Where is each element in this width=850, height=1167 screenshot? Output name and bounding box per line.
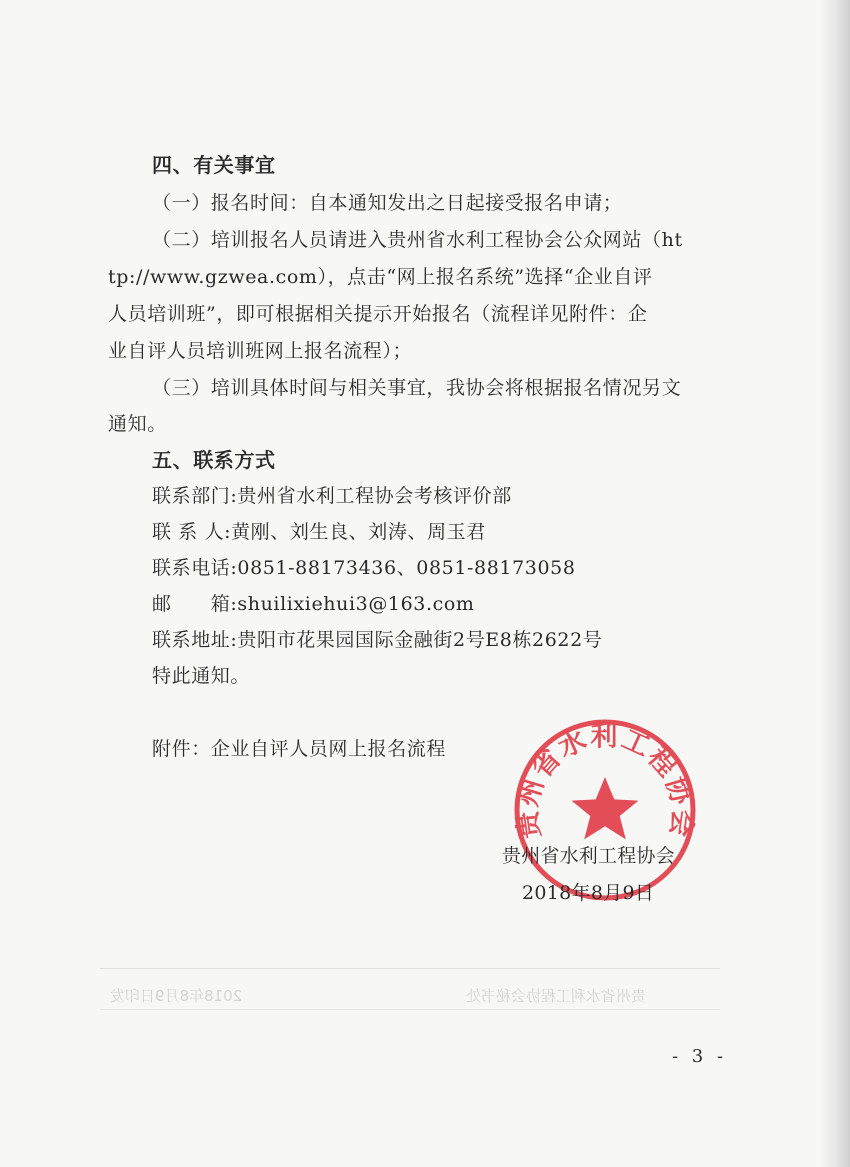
contact-email: 邮 箱:shuilixiehui3@163.com xyxy=(152,593,475,615)
section-4-item-1: （一）报名时间：自本通知发出之日起接受报名申请； xyxy=(152,192,623,214)
bleed-through-footer xyxy=(100,968,720,1010)
bleed-through-org: 贵州省水利工程协会秘书处 xyxy=(466,987,647,1005)
section-4-item-2-line-1: （二）培训报名人员请进入贵州省水利工程协会公众网站（ht xyxy=(152,229,683,251)
contact-phone: 联系电话:0851-88173436、0851-88173058 xyxy=(152,557,576,579)
section-4-item-3-line-1: （三）培训具体时间与相关事宜，我协会将根据报名情况另文 xyxy=(152,377,682,399)
section-4-item-2-line-3: 人员培训班”，即可根据相关提示开始报名（流程详见附件：企 xyxy=(108,303,648,325)
section-4-heading: 四、有关事宜 xyxy=(152,153,276,177)
notice-closing: 特此通知。 xyxy=(152,665,251,687)
signature-date: 2018年8月9日 xyxy=(522,882,655,904)
seal-text: 贵州省水利工程协会 xyxy=(512,721,698,841)
contact-address: 联系地址:贵阳市花果园国际金融街2号E8栋2622号 xyxy=(152,629,603,651)
attachment-note: 附件：企业自评人员网上报名流程 xyxy=(152,738,447,760)
page-edge-shadow xyxy=(820,0,850,1167)
section-4-item-3-line-2: 通知。 xyxy=(108,413,167,435)
section-5-heading: 五、联系方式 xyxy=(152,448,276,472)
bleed-through-date: 2018年8月9日印发 xyxy=(110,987,243,1005)
page-number: - 3 - xyxy=(672,1046,728,1067)
official-seal-icon xyxy=(512,717,698,903)
signature-organization: 贵州省水利工程协会 xyxy=(502,845,675,867)
contact-department: 联系部门:贵州省水利工程协会考核评价部 xyxy=(152,485,512,507)
contact-persons: 联 系 人:黄刚、刘生良、刘涛、周玉君 xyxy=(152,521,486,543)
section-4-item-2-line-2: tp://www.gzwea.com），点击“网上报名系统”选择“企业自评 xyxy=(108,266,653,288)
section-4-item-2-line-4: 业自评人员培训班网上报名流程）； xyxy=(108,340,413,362)
